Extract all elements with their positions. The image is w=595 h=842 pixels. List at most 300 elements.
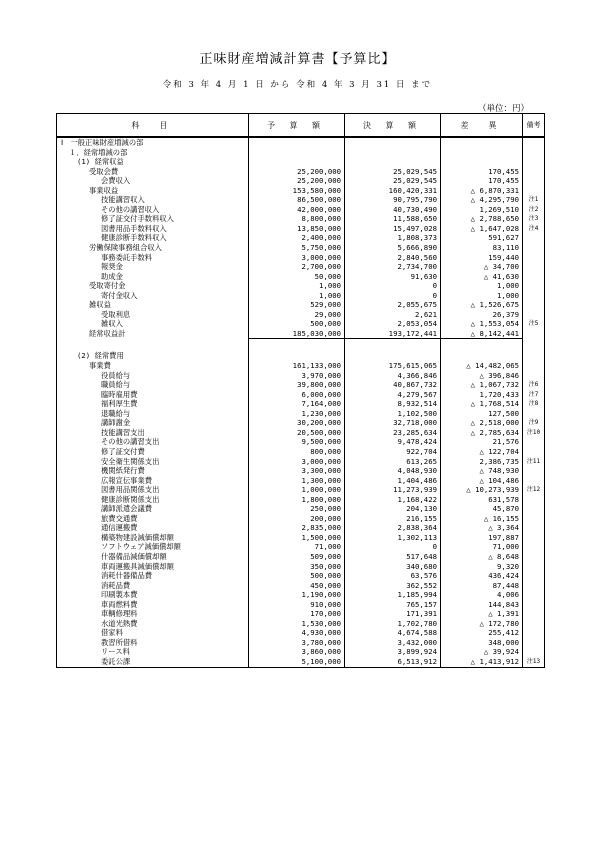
table-row bbox=[57, 581, 545, 591]
budget-amount: 185,030,000 bbox=[249, 329, 345, 339]
table-row bbox=[57, 514, 545, 524]
row-note: 注12 bbox=[523, 485, 545, 495]
row-note bbox=[523, 447, 545, 457]
row-note bbox=[523, 176, 545, 186]
budget-amount: 153,580,000 bbox=[249, 186, 345, 196]
table-row bbox=[57, 148, 545, 158]
header-difference: 差 異 bbox=[441, 114, 523, 138]
row-label: 消耗品費 bbox=[57, 581, 249, 591]
row-note bbox=[523, 542, 545, 552]
table-row bbox=[57, 600, 545, 610]
row-label: 修了証交付手数料収入 bbox=[57, 214, 249, 224]
row-label: 消耗什器備品費 bbox=[57, 571, 249, 581]
difference-amount: △ 1,391 bbox=[441, 609, 523, 619]
row-note bbox=[523, 466, 545, 476]
difference-amount: 1,000 bbox=[441, 281, 523, 291]
row-label: 機関紙発行費 bbox=[57, 466, 249, 476]
row-label: 修了証交付費 bbox=[57, 447, 249, 457]
budget-amount: 25,200,000 bbox=[249, 176, 345, 186]
actual-amount: 340,680 bbox=[345, 562, 441, 572]
budget-amount: 30,200,000 bbox=[249, 418, 345, 428]
row-note bbox=[523, 600, 545, 610]
difference-amount: 4,006 bbox=[441, 590, 523, 600]
table-row bbox=[57, 552, 545, 562]
actual-amount: 216,155 bbox=[345, 514, 441, 524]
difference-amount: △ 4,295,790 bbox=[441, 195, 523, 205]
actual-amount: 25,029,545 bbox=[345, 176, 441, 186]
difference-amount: 348,000 bbox=[441, 638, 523, 648]
table-row bbox=[57, 628, 545, 638]
budget-amount: 2,700,000 bbox=[249, 262, 345, 272]
difference-amount: △ 122,704 bbox=[441, 447, 523, 457]
difference-amount: 159,440 bbox=[441, 253, 523, 263]
table-row bbox=[57, 272, 545, 282]
table-row bbox=[57, 319, 545, 329]
row-note bbox=[523, 514, 545, 524]
actual-amount: 2,053,054 bbox=[345, 319, 441, 329]
row-note bbox=[523, 437, 545, 447]
document-title: 正味財産増減計算書【予算比】 bbox=[199, 52, 396, 67]
actual-amount: 175,615,065 bbox=[345, 361, 441, 371]
row-note bbox=[523, 310, 545, 320]
row-label: ソフトウェア減価償却額 bbox=[57, 542, 249, 552]
actual-amount: 32,718,000 bbox=[345, 418, 441, 428]
row-note bbox=[523, 281, 545, 291]
row-note bbox=[523, 291, 545, 301]
row-label: 受取会費 bbox=[57, 167, 249, 177]
difference-amount: 45,870 bbox=[441, 504, 523, 514]
budget-amount: 4,930,000 bbox=[249, 628, 345, 638]
difference-amount: 83,110 bbox=[441, 243, 523, 253]
actual-amount bbox=[345, 339, 441, 352]
row-note bbox=[523, 495, 545, 505]
difference-amount: △ 41,630 bbox=[441, 272, 523, 282]
budget-amount: 71,000 bbox=[249, 542, 345, 552]
budget-amount: 50,000 bbox=[249, 272, 345, 282]
row-label: 雑収入 bbox=[57, 319, 249, 329]
table-row bbox=[57, 647, 545, 657]
budget-amount: 2,835,000 bbox=[249, 523, 345, 533]
budget-amount: 1,190,000 bbox=[249, 590, 345, 600]
row-note bbox=[523, 619, 545, 629]
difference-amount: △ 10,273,939 bbox=[441, 485, 523, 495]
row-label: 受取寄付金 bbox=[57, 281, 249, 291]
difference-amount: 170,455 bbox=[441, 176, 523, 186]
difference-amount: △ 1,526,675 bbox=[441, 300, 523, 310]
table-row bbox=[57, 157, 545, 167]
row-label: 講師派遣会議費 bbox=[57, 504, 249, 514]
difference-amount: △ 1,067,732 bbox=[441, 380, 523, 390]
difference-amount: 144,843 bbox=[441, 600, 523, 610]
difference-amount: 436,424 bbox=[441, 571, 523, 581]
table-header-row bbox=[57, 114, 545, 138]
actual-amount: 3,432,000 bbox=[345, 638, 441, 648]
table-row bbox=[57, 476, 545, 486]
row-label: 技能講習収入 bbox=[57, 195, 249, 205]
table-row bbox=[57, 243, 545, 253]
row-note: 注9 bbox=[523, 418, 545, 428]
row-note: 注10 bbox=[523, 428, 545, 438]
row-note bbox=[523, 253, 545, 263]
table-row bbox=[57, 523, 545, 533]
actual-amount: 5,666,890 bbox=[345, 243, 441, 253]
actual-amount bbox=[345, 148, 441, 158]
budget-amount: 170,000 bbox=[249, 609, 345, 619]
difference-amount: 21,576 bbox=[441, 437, 523, 447]
difference-amount bbox=[441, 148, 523, 158]
actual-amount: 1,302,113 bbox=[345, 533, 441, 543]
row-label bbox=[57, 339, 249, 352]
budget-amount bbox=[249, 339, 345, 352]
difference-amount: 197,887 bbox=[441, 533, 523, 543]
budget-amount: 86,500,000 bbox=[249, 195, 345, 205]
row-note: 注8 bbox=[523, 399, 545, 409]
table-row bbox=[57, 339, 545, 352]
row-label: (1) 経常収益 bbox=[57, 157, 249, 167]
budget-amount: 910,000 bbox=[249, 600, 345, 610]
row-label: (2) 経常費用 bbox=[57, 351, 249, 361]
reporting-period: 令和 3 年 4 月 1 日 から 令和 4 年 3 月 31 日 まで bbox=[162, 80, 433, 90]
budget-amount: 3,000,000 bbox=[249, 457, 345, 467]
row-label: 退職給与 bbox=[57, 409, 249, 419]
actual-amount: 23,285,634 bbox=[345, 428, 441, 438]
row-label: 会費収入 bbox=[57, 176, 249, 186]
actual-amount: 0 bbox=[345, 281, 441, 291]
table-row bbox=[57, 409, 545, 419]
table-row bbox=[57, 224, 545, 234]
budget-amount: 13,850,000 bbox=[249, 224, 345, 234]
row-note bbox=[523, 476, 545, 486]
difference-amount bbox=[441, 137, 523, 148]
row-label: 構築物建設減価償却額 bbox=[57, 533, 249, 543]
actual-amount: 171,391 bbox=[345, 609, 441, 619]
budget-amount bbox=[249, 157, 345, 167]
table-row bbox=[57, 609, 545, 619]
row-label: 報奨金 bbox=[57, 262, 249, 272]
unit-label: （単位：円） bbox=[477, 104, 529, 114]
row-label: 臨時雇用費 bbox=[57, 390, 249, 400]
table-row bbox=[57, 485, 545, 495]
row-label: 車両燃料費 bbox=[57, 600, 249, 610]
row-note bbox=[523, 262, 545, 272]
budget-amount: 1,530,000 bbox=[249, 619, 345, 629]
row-label: 印刷製本費 bbox=[57, 590, 249, 600]
actual-amount bbox=[345, 157, 441, 167]
table-row bbox=[57, 137, 545, 148]
actual-amount: 765,157 bbox=[345, 600, 441, 610]
budget-amount bbox=[249, 148, 345, 158]
row-note: 注5 bbox=[523, 319, 545, 329]
table-row bbox=[57, 418, 545, 428]
difference-amount: △ 172,780 bbox=[441, 619, 523, 629]
difference-amount: △ 2,518,000 bbox=[441, 418, 523, 428]
table-row bbox=[57, 205, 545, 215]
difference-amount: 170,455 bbox=[441, 167, 523, 177]
budget-amount bbox=[249, 137, 345, 148]
row-note bbox=[523, 243, 545, 253]
difference-amount: △ 396,846 bbox=[441, 371, 523, 381]
actual-amount: 160,420,331 bbox=[345, 186, 441, 196]
actual-amount: 1,102,500 bbox=[345, 409, 441, 419]
row-note bbox=[523, 562, 545, 572]
row-note: 注4 bbox=[523, 224, 545, 234]
table-row bbox=[57, 590, 545, 600]
actual-amount: 204,130 bbox=[345, 504, 441, 514]
budget-amount: 250,000 bbox=[249, 504, 345, 514]
row-note bbox=[523, 581, 545, 591]
row-label: 安全衛生関係支出 bbox=[57, 457, 249, 467]
budget-amount: 6,000,000 bbox=[249, 390, 345, 400]
table-row bbox=[57, 390, 545, 400]
table-row bbox=[57, 214, 545, 224]
table-row bbox=[57, 291, 545, 301]
table-row bbox=[57, 351, 545, 361]
difference-amount: △ 1,413,912 bbox=[441, 657, 523, 667]
table-row bbox=[57, 562, 545, 572]
header-note: 備考 bbox=[523, 114, 545, 138]
actual-amount: 1,404,486 bbox=[345, 476, 441, 486]
row-note bbox=[523, 361, 545, 371]
actual-amount: 922,704 bbox=[345, 447, 441, 457]
row-label: 寄付金収入 bbox=[57, 291, 249, 301]
table-row bbox=[57, 619, 545, 629]
budget-amount: 7,164,000 bbox=[249, 399, 345, 409]
row-note bbox=[523, 167, 545, 177]
actual-amount: 2,838,364 bbox=[345, 523, 441, 533]
difference-amount: 9,320 bbox=[441, 562, 523, 572]
table-body bbox=[57, 137, 545, 667]
row-label: 車両運搬具減価償却額 bbox=[57, 562, 249, 572]
row-note bbox=[523, 628, 545, 638]
table-row bbox=[57, 399, 545, 409]
table-row bbox=[57, 638, 545, 648]
difference-amount: △ 8,648 bbox=[441, 552, 523, 562]
budget-amount: 9,500,000 bbox=[249, 437, 345, 447]
row-label: 図書用品手数料収入 bbox=[57, 224, 249, 234]
table-row bbox=[57, 300, 545, 310]
row-label: Ⅰ 一般正味財産増減の部 bbox=[57, 137, 249, 148]
table-row bbox=[57, 281, 545, 291]
actual-amount: 2,840,560 bbox=[345, 253, 441, 263]
row-note: 注7 bbox=[523, 390, 545, 400]
table-row bbox=[57, 657, 545, 667]
difference-amount: △ 6,870,331 bbox=[441, 186, 523, 196]
budget-amount: 509,000 bbox=[249, 552, 345, 562]
table-row bbox=[57, 428, 545, 438]
budget-amount: 25,200,000 bbox=[249, 167, 345, 177]
table-row bbox=[57, 457, 545, 467]
difference-amount: △ 104,486 bbox=[441, 476, 523, 486]
actual-amount: 1,702,780 bbox=[345, 619, 441, 629]
row-label: 講師謝金 bbox=[57, 418, 249, 428]
row-note: 注13 bbox=[523, 657, 545, 667]
difference-amount: △ 8,142,441 bbox=[441, 329, 523, 339]
actual-amount: 1,185,994 bbox=[345, 590, 441, 600]
difference-amount bbox=[441, 339, 523, 352]
actual-amount: 2,621 bbox=[345, 310, 441, 320]
row-note bbox=[523, 638, 545, 648]
row-note bbox=[523, 157, 545, 167]
budget-amount: 20,500,000 bbox=[249, 428, 345, 438]
row-label: 広報宣伝事業費 bbox=[57, 476, 249, 486]
actual-amount: 91,630 bbox=[345, 272, 441, 282]
budget-amount: 1,500,000 bbox=[249, 533, 345, 543]
row-label: 事業収益 bbox=[57, 186, 249, 196]
budget-amount: 1,230,000 bbox=[249, 409, 345, 419]
row-note: 注1 bbox=[523, 195, 545, 205]
budget-amount: 1,800,000 bbox=[249, 495, 345, 505]
row-note bbox=[523, 647, 545, 657]
difference-amount: 26,379 bbox=[441, 310, 523, 320]
budget-amount: 3,000,000 bbox=[249, 253, 345, 263]
row-note bbox=[523, 186, 545, 196]
table-row bbox=[57, 380, 545, 390]
difference-amount: 1,720,433 bbox=[441, 390, 523, 400]
row-note bbox=[523, 137, 545, 148]
actual-amount: 4,279,567 bbox=[345, 390, 441, 400]
row-note bbox=[523, 590, 545, 600]
row-label: 事業費 bbox=[57, 361, 249, 371]
actual-amount: 63,576 bbox=[345, 571, 441, 581]
table-row bbox=[57, 176, 545, 186]
budget-amount: 500,000 bbox=[249, 571, 345, 581]
actual-amount: 1,808,373 bbox=[345, 233, 441, 243]
difference-amount: △ 1,553,054 bbox=[441, 319, 523, 329]
row-label: 委託公課 bbox=[57, 657, 249, 667]
budget-comparison-table bbox=[56, 113, 545, 668]
difference-amount: △ 1,647,028 bbox=[441, 224, 523, 234]
budget-amount: 3,300,000 bbox=[249, 466, 345, 476]
table-row bbox=[57, 371, 545, 381]
budget-amount: 161,133,000 bbox=[249, 361, 345, 371]
row-label: 受取利息 bbox=[57, 310, 249, 320]
difference-amount: 71,000 bbox=[441, 542, 523, 552]
table-row bbox=[57, 310, 545, 320]
budget-amount: 5,100,000 bbox=[249, 657, 345, 667]
budget-amount: 500,000 bbox=[249, 319, 345, 329]
table-row bbox=[57, 167, 545, 177]
row-note bbox=[523, 329, 545, 339]
actual-amount: 4,366,846 bbox=[345, 371, 441, 381]
row-note bbox=[523, 504, 545, 514]
row-note: 注11 bbox=[523, 457, 545, 467]
row-note: 注2 bbox=[523, 205, 545, 215]
table-row bbox=[57, 233, 545, 243]
row-label: 経常収益計 bbox=[57, 329, 249, 339]
budget-amount: 350,000 bbox=[249, 562, 345, 572]
row-label: 健康診断関係支出 bbox=[57, 495, 249, 505]
row-label: 教習所借料 bbox=[57, 638, 249, 648]
table-row bbox=[57, 495, 545, 505]
budget-amount: 200,000 bbox=[249, 514, 345, 524]
actual-amount bbox=[345, 137, 441, 148]
budget-amount bbox=[249, 351, 345, 361]
actual-amount: 0 bbox=[345, 542, 441, 552]
budget-amount: 5,750,000 bbox=[249, 243, 345, 253]
budget-amount: 450,000 bbox=[249, 581, 345, 591]
difference-amount: 591,627 bbox=[441, 233, 523, 243]
difference-amount: △ 2,785,634 bbox=[441, 428, 523, 438]
table-row bbox=[57, 195, 545, 205]
difference-amount: 255,412 bbox=[441, 628, 523, 638]
actual-amount bbox=[345, 351, 441, 361]
difference-amount: 1,269,510 bbox=[441, 205, 523, 215]
row-label: 水道光熱費 bbox=[57, 619, 249, 629]
row-label: 事務委託手数料 bbox=[57, 253, 249, 263]
actual-amount: 193,172,441 bbox=[345, 329, 441, 339]
actual-amount: 6,513,912 bbox=[345, 657, 441, 667]
actual-amount: 40,867,732 bbox=[345, 380, 441, 390]
table-row bbox=[57, 466, 545, 476]
budget-amount: 2,400,000 bbox=[249, 233, 345, 243]
row-label: 通信運搬費 bbox=[57, 523, 249, 533]
actual-amount: 25,029,545 bbox=[345, 167, 441, 177]
header-item: 科 目 bbox=[57, 114, 249, 138]
actual-amount: 613,265 bbox=[345, 457, 441, 467]
row-note bbox=[523, 351, 545, 361]
row-label: 福利厚生費 bbox=[57, 399, 249, 409]
budget-amount: 800,000 bbox=[249, 447, 345, 457]
table-row bbox=[57, 447, 545, 457]
actual-amount: 517,648 bbox=[345, 552, 441, 562]
table-row bbox=[57, 361, 545, 371]
row-label: 職員給与 bbox=[57, 380, 249, 390]
table-row bbox=[57, 542, 545, 552]
table-row bbox=[57, 437, 545, 447]
budget-amount: 1,000,000 bbox=[249, 485, 345, 495]
row-note bbox=[523, 609, 545, 619]
actual-amount: 8,932,514 bbox=[345, 399, 441, 409]
row-label: 労働保険事務組合収入 bbox=[57, 243, 249, 253]
row-label: 図書用品関係支出 bbox=[57, 485, 249, 495]
actual-amount: 4,674,588 bbox=[345, 628, 441, 638]
row-label: １．経常増減の部 bbox=[57, 148, 249, 158]
row-note bbox=[523, 371, 545, 381]
row-label: 雑収益 bbox=[57, 300, 249, 310]
budget-amount: 1,000 bbox=[249, 281, 345, 291]
row-note: 注6 bbox=[523, 380, 545, 390]
budget-amount: 3,780,000 bbox=[249, 638, 345, 648]
table-row bbox=[57, 571, 545, 581]
table-row bbox=[57, 504, 545, 514]
header-budget: 予 算 額 bbox=[249, 114, 345, 138]
table-row bbox=[57, 329, 545, 339]
table-row bbox=[57, 253, 545, 263]
actual-amount: 3,899,924 bbox=[345, 647, 441, 657]
budget-amount: 1,000 bbox=[249, 291, 345, 301]
actual-amount: 11,273,939 bbox=[345, 485, 441, 495]
difference-amount: △ 3,364 bbox=[441, 523, 523, 533]
difference-amount: 127,500 bbox=[441, 409, 523, 419]
row-label: リース料 bbox=[57, 647, 249, 657]
actual-amount: 11,588,650 bbox=[345, 214, 441, 224]
row-label: 車輌修理料 bbox=[57, 609, 249, 619]
table-row bbox=[57, 186, 545, 196]
row-note: 注3 bbox=[523, 214, 545, 224]
budget-amount: 3,970,000 bbox=[249, 371, 345, 381]
actual-amount: 1,168,422 bbox=[345, 495, 441, 505]
budget-amount: 529,000 bbox=[249, 300, 345, 310]
difference-amount: 631,578 bbox=[441, 495, 523, 505]
difference-amount: △ 14,482,065 bbox=[441, 361, 523, 371]
budget-amount: 42,000,000 bbox=[249, 205, 345, 215]
row-note bbox=[523, 148, 545, 158]
row-note bbox=[523, 300, 545, 310]
difference-amount: 2,386,735 bbox=[441, 457, 523, 467]
actual-amount: 0 bbox=[345, 291, 441, 301]
budget-amount: 29,000 bbox=[249, 310, 345, 320]
actual-amount: 4,048,930 bbox=[345, 466, 441, 476]
